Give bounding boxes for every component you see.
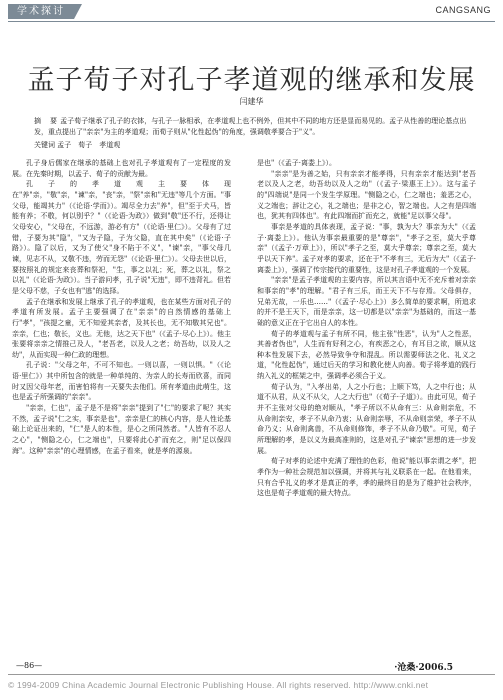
abstract-label: 摘 要 [34,117,58,125]
paragraph: 荀子对孝的论述中充满了理性的色彩，他说"能以事亲谓之孝"，把孝作为一种社会规范加以强调，并将其与礼义联系在一起。在他看来，只有合乎礼义的孝才是真正的孝，孝的最终目的是为了维护社会秩序，这也是荀子孝道观的最大特点。 [257,457,476,498]
paragraph: "亲亲，仁也"，孟子是不是将"亲亲"提到了"仁"的要求了呢？其实不然，孟子说"仁之实，事亲是也"，亲亲是仁的核心内容，是人性论基础上论证出来的，"仁"是人的本性，是心之所同然者。"人皆有不忍人之心"，"恻隐之心，仁之端也"，只要将此心扩而充之，则"足以保四海"。这种"亲亲"的心理情感，在孟子看来，就是孝的源泉。 [12,404,231,455]
paragraph: 荀子的孝道观与孟子有所不同，他主张"性恶"，认为"人之性恶，其善者伪也"，人生而有好利之心，有疾恶之心，有耳目之欲，顺从这种本性发展下去，必然导致争夺和混乱。所以需要师法之化、礼义之道，"化性起伪"，通过后天的学习和教化使人向善。荀子将孝道的践行纳入礼义的框架之中，强调孝必须合于义。 [257,329,476,381]
abstract-text: 孟子荀子继承了孔子的衣钵，与孔子一脉相承，在孝道观上也不例外，但其中不同的地方还是显而易见的。孟子从性善的理论基点出发，重点提出了"亲亲"为主的孝道观；而荀子则从"化性起伪"的角度，强调敬孝要合于"义"。 [34,117,467,136]
header-rule [8,21,495,22]
right-column [257,158,476,660]
page-header [0,0,503,20]
article-title: 孟子荀子对孔子孝道观的继承和发展 [27,65,476,97]
paragraph: "亲亲"是为善之始，只有亲亲才能孝得，只有亲亲才能达到"老吾老以及人之老，幼吾幼以及人之幼"（《孟子·梁惠王上》）。这与孟子的"四端说"是同一个发生学原理。"恻隐之心，仁之端也；羞恶之心，义之端也；辞让之心，礼之端也；是非之心，智之端也。人之有是四端也，犹其有四体也"。有此四端而扩而充之，就能"足以事父母"。 [257,169,476,221]
paragraph: 孔子说："父母之年，不可不知也。一则以喜，一则以惧。"（《论语·里仁》）其中所包含的就是一种单纯的、为亲人的长寿而欣喜，而同时又因父母年老，而害怕将有一天要失去他们。所有孝道由此萌生，这也是孟子所强调的"亲亲"。 [12,361,231,402]
page-number: —86— [16,661,43,670]
copyright-notice: © 1994-2009 China Academic Journal Electronic Publishing House. All rights reserved. http://www.cnki.net [8,680,429,690]
paragraph: 孔子的孝道观主要体现在"养"亲，"敬"亲，"谏"亲，"丧"亲，"祭"亲和"无违"等几个方面。"事父母，能竭其力"（《论语·学而》）。竭尽全力去"养"，但"至于犬马，皆能有养；不敬，何以别乎？"（《论语·为政》）做到"敬"还不行，还得让父母安心，"父母在，不远游，游必有方"（《论语·里仁》）。父母有了过错，子要为其"隐"，"又为子隐，子为父隐，直在其中矣"（《论语·子路》）。隐了以后，又为了使父"身不陷于不义"，"谏"亲，"事父母几谏，见志不从，又敬不违，劳而无怨"（《论语·里仁》）。父母去世以后，要按照礼的规定来丧葬和祭祀，"生，事之以礼；死，葬之以礼，祭之以礼"（《论语·为政》）。当子游问孝，孔子说"无违"，即不违背礼。但若是父母不慈，子女也有"逃"的选择。 [12,180,231,295]
paragraph: 事亲是孝道的具体表现，孟子说："事，孰为大？事亲为大"（《孟子·离娄上》）。他认为事亲最重要的是"尊亲"，"孝子之至，莫大乎尊亲"（《孟子·万章上》），所以"孝子之至，莫大乎尊亲；尊亲之至，莫大乎以天下养"。孟子对孝的要求，还在于"不孝有三，无后为大"（《孟子·离娄上》），强调了传宗接代的重要性，这是对孔子孝道观的一个发展。 [257,222,476,274]
keywords-label: 关键词 [34,141,55,149]
section-tag-tail [74,4,82,19]
abstract [34,116,472,137]
paragraph: 是也"（《孟子·离娄上》）。 [257,159,336,167]
section-tag: 学术探讨 [8,4,74,19]
keywords-items: 孟子 荀子 孝道观 [57,141,121,149]
footer-rule [8,674,495,675]
keywords [34,140,472,150]
journal-code: CANGSANG [435,5,491,15]
paragraph: 荀子认为，"入孝出弟，人之小行也；上顺下笃，人之中行也；从道不从君，从义不从父，人之大行也"（《荀子·子道》）。由此可见，荀子并不主张对父母的绝对顺从，"孝子所以不从命有三：从命则亲危，不从命则亲安，孝子不从命乃衷；从命则亲辱，不从命则亲荣，孝子不从命乃义；从命则禽兽，不从命则修饰，孝子不从命乃敬"。可见，荀子所理解的孝，是以义为最高准则的，这是对孔子"谏亲"思想的进一步发展。 [257,382,476,455]
left-column [12,158,231,660]
paragraph: 孔子身后儒家在继承的基础上也对孔子孝道观有了一定程度的发展。在先秦时期，以孟子、荀子的贡献为最。 [12,159,231,178]
paragraph: 孟子在继承和发展上继承了孔子的孝道观，也在某些方面对孔子的孝道有所发展。孟子主要强调了在"亲亲"的自然情感的基础上行"孝"，"孩提之童，无不知爱其亲者，及其长也，无不知敬其兄也"。亲亲，仁也；敬长，义也。无他，达之天下也"（《孟子·尽心上》）。他主张要将亲亲之情推己及人，"老吾老，以及人之老；幼吾幼，以及人之幼"，从而实现一种仁政的理想。 [12,297,231,359]
author-name: 闫建华 [239,97,264,106]
footer-journal: ·沧桑·2006.5 [394,663,453,673]
paragraph: "亲亲"是孟子孝道观的主要内容，所以其言语中无不充斥着对亲亲和事亲的"孝"的理解。"君子有三乐，而王天下不与存焉。父母俱存，兄弟无故，一乐也……"（《孟子·尽心上》）多么简单的要求啊，所追求的并不是王天下，而是亲亲，这一切都是以"亲亲"为基础的，而这一基础的意义正在于它出自人的本性。 [257,276,476,327]
